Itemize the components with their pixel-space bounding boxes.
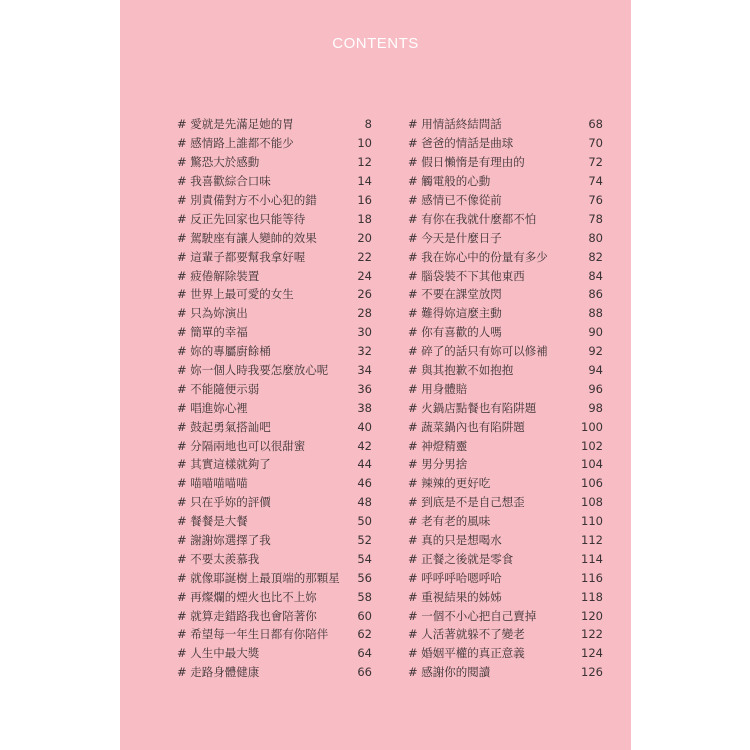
toc-entry-title: # 我在妳心中的份量有多少 bbox=[408, 249, 548, 264]
toc-entry-title: # 神燈精靈 bbox=[408, 438, 468, 453]
toc-entry bbox=[408, 228, 603, 247]
toc-entry-title: # 只在乎妳的評價 bbox=[177, 495, 271, 510]
toc-entry-title: # 爸爸的情話是曲球 bbox=[408, 136, 514, 151]
toc-entry-title: # 感謝你的閱讀 bbox=[408, 665, 491, 680]
toc-entry-title: # 與其抱歉不如抱抱 bbox=[408, 363, 514, 378]
toc-entry-page-number: 66 bbox=[357, 665, 372, 680]
toc-entry-page-number: 26 bbox=[357, 287, 372, 302]
toc-entry-page-number: 112 bbox=[581, 533, 603, 548]
toc-entry-page-number: 24 bbox=[357, 268, 372, 283]
toc-entry-title: # 不要在課堂放閃 bbox=[408, 287, 502, 302]
toc-entry-page-number: 42 bbox=[357, 438, 372, 453]
toc-entry-page-number: 110 bbox=[581, 514, 603, 529]
toc-entry bbox=[177, 549, 372, 568]
toc-entry-title: # 分隔兩地也可以很甜蜜 bbox=[177, 438, 306, 453]
toc-entry bbox=[408, 474, 603, 493]
toc-entry-title: # 就算走錯路我也會陪著你 bbox=[177, 608, 317, 623]
toc-entry-page-number: 18 bbox=[357, 211, 372, 226]
toc-entry bbox=[408, 606, 603, 625]
toc-entry-title: # 別責備對方不小心犯的錯 bbox=[177, 193, 317, 207]
toc-entry bbox=[408, 587, 603, 606]
toc-entry bbox=[177, 625, 372, 644]
toc-entry bbox=[177, 247, 372, 266]
toc-entry bbox=[408, 625, 603, 644]
toc-entry bbox=[408, 531, 603, 550]
toc-entry-page-number: 118 bbox=[581, 589, 603, 604]
toc-entry bbox=[177, 474, 372, 493]
toc-entry-title: # 假日懶惰是有理由的 bbox=[408, 155, 525, 170]
toc-entry bbox=[177, 531, 372, 550]
toc-entry bbox=[408, 644, 603, 663]
toc-entry-page-number: 102 bbox=[581, 438, 603, 453]
toc-entry bbox=[408, 455, 603, 474]
toc-entry-page-number: 10 bbox=[357, 136, 372, 151]
toc-entry-title: # 再燦爛的煙火也比不上妳 bbox=[177, 589, 317, 604]
toc-entry-title: # 謝謝妳選擇了我 bbox=[177, 533, 271, 548]
toc-entry bbox=[408, 398, 603, 417]
toc-entry-title: # 呼呼呼哈嗯呼哈 bbox=[408, 570, 502, 585]
toc-entry-title: # 有你在我就什麼都不怕 bbox=[408, 211, 537, 226]
toc-entry bbox=[177, 228, 372, 247]
toc-entry-title: # 一個不小心把自己賣掉 bbox=[408, 608, 537, 623]
toc-entry-title: # 真的只是想喝水 bbox=[408, 533, 502, 548]
toc-entry bbox=[177, 342, 372, 361]
toc-entry bbox=[408, 417, 603, 436]
toc-entry bbox=[177, 134, 372, 153]
toc-entry-title: # 難得妳這麼主動 bbox=[408, 306, 502, 321]
toc-entry bbox=[408, 512, 603, 531]
toc-entry-page-number: 48 bbox=[357, 495, 372, 510]
toc-entry-title: # 不要太羨慕我 bbox=[177, 551, 260, 566]
toc-entry-page-number: 32 bbox=[357, 344, 372, 359]
toc-entry bbox=[408, 172, 603, 191]
toc-entry bbox=[408, 209, 603, 228]
toc-entry-page-number: 64 bbox=[357, 646, 372, 661]
toc-entry bbox=[408, 436, 603, 455]
toc-entry-page-number: 60 bbox=[357, 608, 372, 623]
toc-entry-title: # 辣辣的更好吃 bbox=[408, 476, 491, 491]
toc-right-column bbox=[408, 115, 603, 682]
toc-entry bbox=[177, 398, 372, 417]
toc-entry-title: # 觸電般的心動 bbox=[408, 174, 491, 189]
toc-entry-page-number: 56 bbox=[357, 570, 372, 585]
toc-entry bbox=[177, 323, 372, 342]
toc-entry-title: # 碎了的話只有妳可以修補 bbox=[408, 344, 548, 359]
toc-entry-page-number: 124 bbox=[581, 646, 603, 661]
toc-entry-page-number: 46 bbox=[357, 476, 372, 491]
toc-entry bbox=[177, 379, 372, 398]
toc-entry-title: # 火鍋店點餐也有陷阱題 bbox=[408, 400, 537, 415]
toc-entry-page-number: 22 bbox=[357, 249, 372, 264]
toc-entry-title: # 蔬菜鍋內也有陷阱題 bbox=[408, 419, 525, 434]
toc-entry-title: # 疲倦解除裝置 bbox=[177, 268, 260, 283]
toc-entry bbox=[177, 417, 372, 436]
toc-entry bbox=[177, 436, 372, 455]
toc-entry bbox=[177, 568, 372, 587]
toc-entry-title: # 不能隨便示弱 bbox=[177, 381, 260, 396]
toc-entry-title: # 反正先回家也只能等待 bbox=[177, 211, 306, 226]
toc-entry bbox=[177, 455, 372, 474]
toc-entry-title: # 妳一個人時我要怎麼放心呢 bbox=[177, 363, 329, 378]
toc-entry bbox=[177, 304, 372, 323]
toc-entry-page-number: 58 bbox=[357, 589, 372, 604]
toc-entry-page-number: 100 bbox=[581, 419, 603, 434]
toc-entry-page-number: 8 bbox=[364, 117, 372, 132]
toc-entry bbox=[177, 285, 372, 304]
toc-entry-page-number: 38 bbox=[357, 400, 372, 415]
toc-entry-page-number: 44 bbox=[357, 457, 372, 472]
toc-entry-page-number: 106 bbox=[581, 476, 603, 491]
toc-entry bbox=[408, 304, 603, 323]
toc-entry-title: # 鼓起勇氣搭訕吧 bbox=[177, 419, 271, 434]
toc-entry bbox=[408, 285, 603, 304]
toc-entry-page-number: 40 bbox=[357, 419, 372, 434]
toc-entry bbox=[177, 361, 372, 380]
toc-left-column bbox=[177, 115, 372, 682]
toc-entry-title: # 驚恐大於感動 bbox=[177, 155, 260, 170]
toc-entry-title: # 其實這樣就夠了 bbox=[177, 457, 271, 472]
toc-entry bbox=[408, 379, 603, 398]
toc-entry-page-number: 114 bbox=[581, 551, 603, 566]
toc-entry-page-number: 84 bbox=[588, 268, 603, 283]
toc-entry-title: # 今天是什麼日子 bbox=[408, 230, 502, 245]
toc-entry-title: # 感情已不像從前 bbox=[408, 193, 502, 207]
toc-entry-title: # 到底是不是自己想歪 bbox=[408, 495, 525, 510]
toc-entry-title: # 你有喜歡的人嗎 bbox=[408, 325, 502, 340]
toc-entry-page-number: 120 bbox=[581, 608, 603, 623]
toc-entry-title: # 喵喵喵喵喵 bbox=[177, 476, 248, 491]
toc-entry-page-number: 82 bbox=[588, 249, 603, 264]
contents-page bbox=[120, 0, 631, 750]
toc-entry-title: # 老有老的風味 bbox=[408, 514, 491, 529]
toc-entry-title: # 重視結果的姊姊 bbox=[408, 589, 502, 604]
toc-entry bbox=[177, 587, 372, 606]
toc-entry bbox=[408, 663, 603, 682]
toc-entry-page-number: 72 bbox=[588, 155, 603, 170]
toc-entry-title: # 用身體賠 bbox=[408, 381, 468, 396]
toc-entry-page-number: 126 bbox=[581, 665, 603, 680]
toc-entry bbox=[408, 342, 603, 361]
toc-entry bbox=[408, 361, 603, 380]
toc-entry-page-number: 12 bbox=[357, 155, 372, 170]
toc-entry bbox=[177, 493, 372, 512]
toc-entry bbox=[177, 115, 372, 134]
toc-entry-page-number: 54 bbox=[357, 551, 372, 566]
toc-entry bbox=[408, 153, 603, 172]
toc-entry-page-number: 92 bbox=[588, 344, 603, 359]
toc-entry bbox=[177, 606, 372, 625]
toc-entry bbox=[408, 568, 603, 587]
toc-entry-title: # 用情話終結問話 bbox=[408, 117, 502, 132]
toc-entry-page-number: 90 bbox=[588, 325, 603, 340]
toc-entry-page-number: 104 bbox=[581, 457, 603, 472]
toc-entry-title: # 簡單的幸福 bbox=[177, 325, 248, 340]
toc-entry-title: # 男分男捨 bbox=[408, 457, 468, 472]
toc-entry-title: # 感情路上誰都不能少 bbox=[177, 136, 294, 151]
toc-entry bbox=[408, 134, 603, 153]
toc-entry bbox=[177, 172, 372, 191]
toc-entry-page-number: 74 bbox=[588, 174, 603, 189]
toc-entry-page-number: 108 bbox=[581, 495, 603, 510]
toc-entry-page-number: 52 bbox=[357, 533, 372, 548]
toc-entry-title: # 愛就是先滿足她的胃 bbox=[177, 117, 294, 132]
toc-entry-title: # 唱進妳心裡 bbox=[177, 400, 248, 415]
toc-entry-page-number: 28 bbox=[357, 306, 372, 321]
toc-entry-page-number: 96 bbox=[588, 381, 603, 396]
toc-entry-title: # 世界上最可愛的女生 bbox=[177, 287, 294, 302]
toc-entry-page-number: 78 bbox=[588, 211, 603, 226]
toc-entry bbox=[408, 247, 603, 266]
toc-entry-page-number: 116 bbox=[581, 570, 603, 585]
toc-entry-title: # 婚姻平權的真正意義 bbox=[408, 646, 525, 661]
toc-entry bbox=[177, 644, 372, 663]
toc-entry bbox=[408, 323, 603, 342]
toc-entry-page-number: 14 bbox=[357, 174, 372, 189]
toc-entry bbox=[408, 549, 603, 568]
toc-entry-title: # 餐餐是大餐 bbox=[177, 514, 248, 529]
toc-entry bbox=[408, 493, 603, 512]
toc-entry-page-number: 36 bbox=[357, 381, 372, 396]
toc-entry-title: # 腦袋裝不下其他東西 bbox=[408, 268, 525, 283]
toc-entry bbox=[177, 191, 372, 210]
toc-entry-page-number: 62 bbox=[357, 627, 372, 642]
toc-entry bbox=[177, 153, 372, 172]
toc-entry bbox=[408, 266, 603, 285]
toc-entry-page-number: 16 bbox=[357, 193, 372, 207]
toc-entry-title: # 只為妳演出 bbox=[177, 306, 248, 321]
toc-entry bbox=[408, 115, 603, 134]
toc-entry-page-number: 68 bbox=[588, 117, 603, 132]
toc-entry-page-number: 20 bbox=[357, 230, 372, 245]
toc-entry bbox=[177, 266, 372, 285]
toc-entry-page-number: 94 bbox=[588, 363, 603, 378]
toc-entry bbox=[408, 191, 603, 210]
toc-entry-page-number: 88 bbox=[588, 306, 603, 321]
toc-entry-page-number: 70 bbox=[588, 136, 603, 151]
toc-entry-page-number: 50 bbox=[357, 514, 372, 529]
toc-entry-page-number: 80 bbox=[588, 230, 603, 245]
toc-entry-title: # 我喜歡綜合口味 bbox=[177, 174, 271, 189]
toc-entry-title: # 妳的專屬廚餘桶 bbox=[177, 344, 271, 359]
toc-entry-title: # 走路身體健康 bbox=[177, 665, 260, 680]
toc-entry-page-number: 76 bbox=[588, 193, 603, 207]
toc-entry-title: # 這輩子都要幫我拿好喔 bbox=[177, 249, 306, 264]
toc-entry-title: # 就像耶誕樹上最頂端的那顆星 bbox=[177, 570, 340, 585]
toc-entry bbox=[177, 512, 372, 531]
toc-entry-title: # 正餐之後就是零食 bbox=[408, 551, 514, 566]
contents-heading: CONTENTS bbox=[332, 35, 419, 52]
toc-entry-page-number: 98 bbox=[588, 400, 603, 415]
toc-entry-title: # 希望每一年生日都有你陪伴 bbox=[177, 627, 329, 642]
toc-entry-page-number: 86 bbox=[588, 287, 603, 302]
toc-entry-title: # 人生中最大獎 bbox=[177, 646, 260, 661]
toc-entry-page-number: 34 bbox=[357, 363, 372, 378]
toc-entry-page-number: 122 bbox=[581, 627, 603, 642]
toc-entry-title: # 人活著就躲不了變老 bbox=[408, 627, 525, 642]
toc-entry-title: # 駕駛座有讓人變帥的效果 bbox=[177, 230, 317, 245]
toc-entry-page-number: 30 bbox=[357, 325, 372, 340]
toc-entry bbox=[177, 663, 372, 682]
toc-entry bbox=[177, 209, 372, 228]
